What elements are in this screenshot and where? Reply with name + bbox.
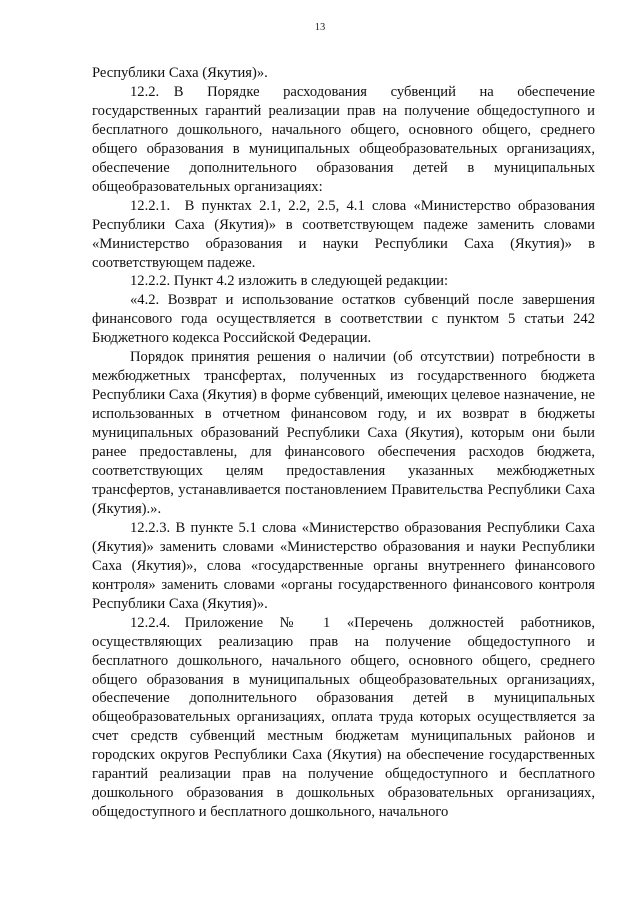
page-number: 13	[314, 22, 326, 33]
paragraph-12-2: 12.2. В Порядке расходования субвенций на обеспечение государственных гарантий реализации прав на получение общедоступного и бесплатного дошкольного, начального общего, основного общего, среднего общего образования в муниципальных общеобразовательных организациях, обеспечение дополнительного образования детей в муниципальных общеобразовательных организациях:	[92, 83, 595, 195]
paragraph-continuation: Республики Саха (Якутия)».	[92, 65, 268, 81]
paragraph-4-2-quote: «4.2. Возврат и использование остатков субвенций после завершения финансового года осуществляется в соответствии с пунктом 5 статьи 242 Бюджетного кодекса Российской Федерации.	[92, 292, 595, 347]
paragraph-12-2-2: 12.2.2. Пункт 4.2 изложить в следующей редакции:	[130, 273, 449, 290]
body-text	[92, 64, 595, 822]
paragraph-decision-procedure: Порядок принятия решения о наличии (об отсутствии) потребности в межбюджетных трансфертах, полученных из государственного бюджета Республики Саха (Якутия) в форме субвенций, имеющих целевое назначение, не использованных в отчетном финансовом году, и их возврат в бюджеты муниципальных образований Республики Саха (Якутия), которым они были ранее предоставлены, для финансового обеспечения расходов бюджета, соответствующих целям предоставления указанных межбюджетных трансфертов, устанавливается постановлением Правительства Республики Саха (Якутия).».	[92, 349, 595, 517]
paragraph-12-2-4: 12.2.4. Приложение № 1 «Перечень должностей работников, осуществляющих реализацию прав на получение общедоступного и бесплатного дошкольного, начального общего, основного общего, среднего общего образования в муниципальных общеобразовательных организациях, обеспечение дополнительного образования детей в муниципальных общеобразовательных организациях, оплата труда которых осуществляется за счет средств субвенций местным бюджетам муниципальных районов и городских округов Республики Саха (Якутия) на обеспечение государственных гарантий реализации прав на получение общедоступного и бесплатного дошкольного образования в дошкольных образовательных организациях, общедоступного и бесплатного дошкольного, начального	[92, 614, 595, 821]
paragraph-12-2-1: 12.2.1. В пунктах 2.1, 2.2, 2.5, 4.1 слова «Министерство образования Республики Саха (Якутия)» в соответствующем падеже заменить словами «Министерство образования и науки Республики Саха (Якутия)» в соответствующем падеже.	[92, 197, 595, 271]
paragraph-12-2-3: 12.2.3. В пункте 5.1 слова «Министерство образования Республики Саха (Якутия)» заменить словами «Министерство образования и науки Республики Саха (Якутия)», слова «государственные органы внутреннего финансового контроля» заменить словами «органы государственного финансового контроля Республики Саха (Якутия)».	[92, 519, 595, 612]
